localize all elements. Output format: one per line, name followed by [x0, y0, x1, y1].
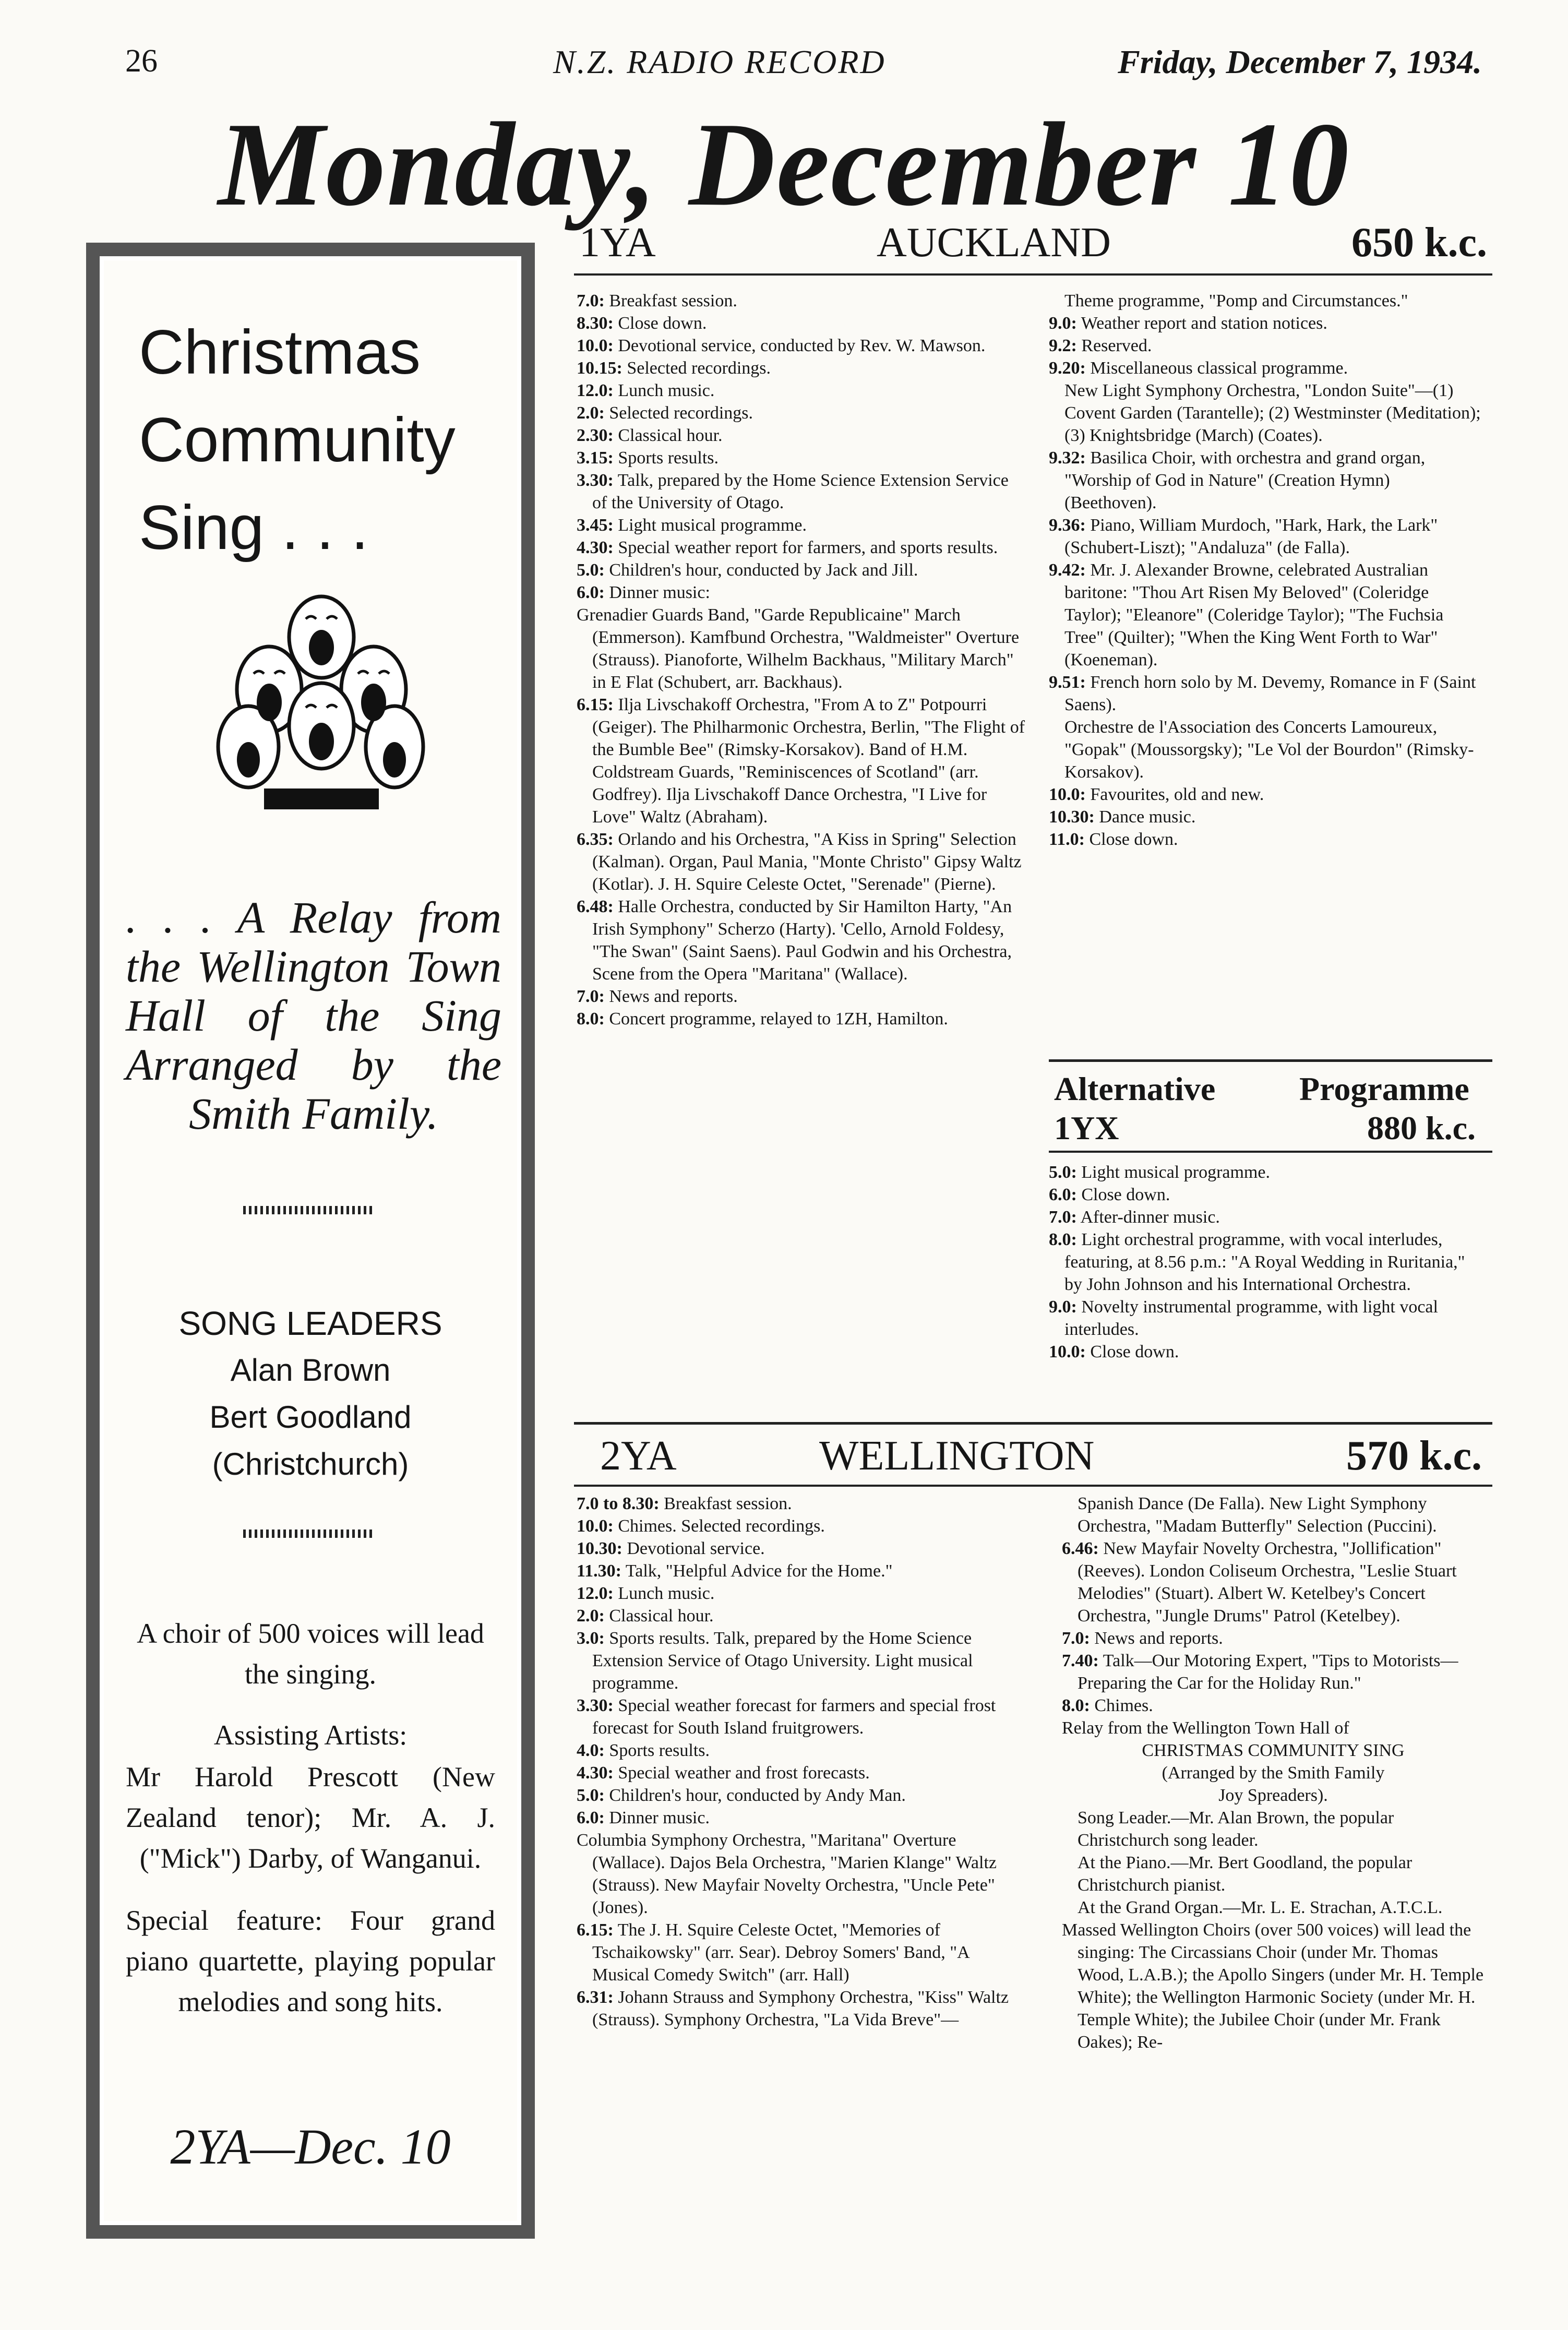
listing-item [577, 1560, 1025, 1582]
listing-item [1062, 1896, 1485, 1919]
wellington-listings-right [1062, 1492, 1485, 2053]
listing-text: Talk—Our Motoring Expert, "Tips to Motorists—Preparing the Car for the Holiday Run." [1078, 1651, 1458, 1693]
listing-text: Dance music. [1099, 807, 1196, 827]
station-callsign: 1YA [579, 220, 656, 266]
auckland-listings-right [1049, 290, 1482, 851]
page-number: 26 [125, 43, 158, 79]
listing-time: 10.15: [577, 359, 623, 378]
assisting-artists-text: Mr Harold Prescott (New Zealand tenor); Mr. A. J. ("Mick") Darby, of Wanganui. [126, 1761, 495, 1874]
listing-text: Weather report and station notices. [1081, 314, 1327, 333]
listing-time: 9.51: [1049, 673, 1086, 692]
listing-time: 7.0 to 8.30: [577, 1494, 660, 1513]
listing-time: 6.0: [1049, 1185, 1077, 1204]
listing-item [577, 379, 1025, 402]
listing-text: Theme programme, "Pomp and Circumstances." [1064, 291, 1408, 310]
listing-text: CHRISTMAS COMMUNITY SING [1142, 1741, 1405, 1760]
listing-text: Spanish Dance (De Falla). New Light Symphony Orchestra, "Madam Butterfly" Selection (Puccini). [1078, 1494, 1437, 1536]
listing-item [1049, 447, 1482, 514]
listing-item [1049, 312, 1482, 334]
listing-item [577, 1739, 1025, 1762]
alt-label-left: Alternative [1054, 1070, 1216, 1107]
listing-item [577, 1627, 1025, 1694]
ad-relay-line: Arranged by the [126, 1039, 501, 1090]
station-city: WELLINGTON [819, 1433, 1095, 1479]
listing-time: 7.0: [1049, 1208, 1077, 1227]
listing-time: 3.0: [577, 1629, 605, 1648]
listing-text: Joy Spreaders). [1218, 1786, 1328, 1805]
listing-text: Favourites, old and new. [1090, 785, 1264, 804]
listing-time: 8.0: [577, 1009, 605, 1029]
listing-item [577, 290, 1025, 312]
listing-time: 6.15: [577, 1920, 614, 1940]
song-leader-name: Alan Brown [230, 1353, 391, 1388]
ad-relay-line: Hall of the Sing [126, 990, 501, 1041]
auckland-listings-left [577, 290, 1025, 1030]
ad-footer: 2YA—Dec. 10 [170, 2119, 451, 2174]
listing-item [1062, 1807, 1485, 1851]
listing-item [1049, 559, 1482, 671]
listing-text: Classical hour. [618, 426, 723, 445]
listing-time: 6.15: [577, 695, 614, 714]
special-feature-text: Special feature: Four grand piano quartette, playing popular melodies and song hits. [126, 1905, 495, 2017]
listing-time: 9.36: [1049, 516, 1086, 535]
song-leaders-heading: SONG LEADERS [178, 1305, 442, 1342]
listing-time: 6.46: [1062, 1539, 1099, 1558]
listing-text: Concert programme, relayed to 1ZH, Hamilton. [609, 1009, 948, 1029]
wellington-listings-left [577, 1492, 1025, 2031]
listing-text: Lunch music. [618, 381, 715, 400]
listing-item [1049, 290, 1482, 312]
listing-item [577, 1515, 1025, 1537]
section-rule [1049, 1059, 1492, 1062]
listing-text: Orlando and his Orchestra, "A Kiss in Spring" Selection (Kalman). Organ, Paul Mania, "Monte Christo" Gipsy Waltz (Kotlar). J. H. Squire Celeste Octet, "Serenade" (Pierne). [592, 830, 1022, 894]
listing-time: 10.0: [577, 1516, 614, 1536]
listing-item [1049, 716, 1482, 783]
listing-time: 4.0: [577, 1741, 605, 1760]
page-headline: Monday, December 10 [218, 98, 1350, 231]
listing-time: 7.40: [1062, 1651, 1099, 1670]
listing-item [577, 895, 1025, 985]
station-frequency: 570 k.c. [1346, 1433, 1482, 1479]
listing-text: At the Piano.—Mr. Bert Goodland, the popular Christchurch pianist. [1078, 1853, 1413, 1895]
listing-text: Sports results. Talk, prepared by the Home Science Extension Service of Otago University. Light musical programme. [592, 1629, 973, 1693]
listing-text: Light orchestral programme, with vocal interludes, featuring, at 8.56 p.m.: "A Royal Wedding in Ruritania," by John Johnson and his International Orchestra. [1064, 1230, 1465, 1294]
publication-name: N.Z. RADIO RECORD [553, 43, 886, 80]
section-rule [1049, 1151, 1492, 1153]
listing-text: Children's hour, conducted by Andy Man. [609, 1786, 906, 1805]
listing-item [577, 1694, 1025, 1739]
listing-time: 11.0: [1049, 830, 1085, 849]
listing-time: 6.0: [577, 583, 605, 602]
listing-text: Sports results. [618, 448, 719, 468]
listing-text: Dinner music. [609, 1808, 710, 1827]
listing-item [577, 1919, 1025, 1986]
listing-item [1049, 1184, 1482, 1206]
listing-time: 9.2: [1049, 336, 1077, 355]
listing-text: At the Grand Organ.—Mr. L. E. Strachan, A.T.C.L. [1078, 1898, 1443, 1917]
listing-item [577, 312, 1025, 334]
listing-item [577, 1784, 1025, 1807]
listing-text: Sports results. [609, 1741, 710, 1760]
listing-time: 12.0: [577, 381, 614, 400]
listing-text: Ilja Livschakoff Orchestra, "From A to Z" Potpourri (Geiger). The Philharmonic Orchestra, Berlin, "The Flight of the Bumble Bee" (Rimsky-Korsakov). Band of H.M. Coldstream Guards, "Reminiscences of Scotland" (arr. Godfrey). Ilja Livschakoff Dance Orchestra, "I Live for Love" Waltz (Abraham). [592, 695, 1025, 827]
listing-text: Close down. [1089, 830, 1178, 849]
listing-text: Selected recordings. [627, 359, 771, 378]
alt-frequency: 880 k.c. [1367, 1109, 1476, 1146]
listing-item [577, 1582, 1025, 1605]
listing-text: Breakfast session. [609, 291, 737, 310]
ad-title-line: Sing . . . [139, 493, 369, 563]
listing-item [577, 1492, 1025, 1515]
station-callsign: 2YA [600, 1433, 677, 1479]
listing-item [577, 604, 1025, 694]
listing-text: Grenadier Guards Band, "Garde Republicaine" March (Emmerson). Kamfbund Orchestra, "Waldmeister" Overture (Strauss). Pianoforte, Wilhelm Backhaus, "Military March" in E Flat (Schubert, arr. Backhaus). [577, 605, 1020, 692]
listing-time: 9.42: [1049, 560, 1086, 580]
listing-item [1062, 1650, 1485, 1694]
listing-time: 3.30: [577, 471, 614, 490]
listing-time: 9.0: [1049, 1297, 1077, 1317]
header-rule [574, 273, 1492, 276]
listing-text: New Mayfair Novelty Orchestra, "Jollification" (Reeves). London Coliseum Orchestra, "Leslie Stuart Melodies" (Stuart). Albert W. Ketelbey's Concert Orchestra, "Jungle Drums" Patrol (Ketelbey). [1078, 1539, 1457, 1626]
listing-item [1049, 514, 1482, 559]
listing-time: 5.0: [577, 560, 605, 580]
listing-text: Reserved. [1081, 336, 1152, 355]
listing-text: Devotional service. [627, 1539, 765, 1558]
alt-callsign: 1YX [1054, 1109, 1119, 1146]
listing-text: News and reports. [1094, 1629, 1223, 1648]
listing-time: 2.0: [577, 1606, 605, 1626]
station-header-2ya [600, 1432, 1482, 1490]
listing-item [1062, 1739, 1485, 1762]
listing-item [1062, 1762, 1485, 1784]
listing-time: 9.0: [1049, 314, 1077, 333]
listing-item [1062, 1694, 1485, 1717]
ad-title-line: Christmas [139, 317, 421, 387]
listing-text: News and reports. [609, 987, 738, 1006]
listing-item [1049, 1228, 1482, 1296]
dotted-rule [243, 1530, 374, 1538]
listing-time: 4.30: [577, 1763, 614, 1783]
ad-title-line: Community [139, 405, 456, 475]
ad-title [139, 308, 456, 571]
listing-text: Chimes. Selected recordings. [618, 1516, 825, 1536]
listing-text: Miscellaneous classical programme. [1090, 359, 1348, 378]
listing-item [1062, 1717, 1485, 1739]
listing-time: 5.0: [1049, 1163, 1077, 1182]
listing-text: Close down. [1090, 1342, 1179, 1361]
listing-text: Special weather forecast for farmers and special frost forecast for South Island fruitgrowers. [592, 1696, 996, 1738]
listing-time: 6.31: [577, 1988, 614, 2007]
listing-text: Special weather and frost forecasts. [618, 1763, 870, 1783]
listing-item [577, 985, 1025, 1008]
listing-time: 8.0: [1049, 1230, 1077, 1249]
listing-item [577, 1829, 1025, 1919]
listing-text: Selected recordings. [609, 403, 753, 423]
community-sing-advertisement [86, 243, 535, 2239]
listing-text: Piano, William Murdoch, "Hark, Hark, the Lark" (Schubert-Liszt); "Andaluza" (de Falla). [1064, 516, 1438, 557]
listing-text: Talk, "Helpful Advice for the Home." [625, 1561, 893, 1581]
listing-item [1049, 1161, 1482, 1184]
listing-text: Basilica Choir, with orchestra and grand organ, "Worship of God in Nature" (Creation Hymn) (Beethoven). [1064, 448, 1426, 512]
listing-time: 7.0: [577, 987, 605, 1006]
listing-item [1062, 1492, 1485, 1537]
listing-text: Chimes. [1094, 1696, 1153, 1715]
listing-text: Breakfast session. [664, 1494, 792, 1513]
song-leader-name: Bert Goodland [209, 1400, 412, 1435]
listing-time: 9.32: [1049, 448, 1086, 468]
ad-relay-line: . . . A Relay from [126, 892, 501, 942]
listing-time: 7.0: [1062, 1629, 1090, 1648]
listing-item [577, 559, 1025, 581]
listing-item [1049, 357, 1482, 379]
listing-item [1062, 1851, 1485, 1896]
listing-item [1062, 1784, 1485, 1807]
listing-item [1049, 334, 1482, 357]
listing-text: (Arranged by the Smith Family [1162, 1763, 1385, 1783]
listing-time: 9.20: [1049, 359, 1086, 378]
running-head [125, 43, 1482, 90]
listing-text: Song Leader.—Mr. Alan Brown, the popular Christchurch song leader. [1078, 1808, 1394, 1850]
listing-time: 10.30: [1049, 807, 1095, 827]
listing-text: Halle Orchestra, conducted by Sir Hamilton Harty, "An Irish Symphony" Scherzo (Harty). 'Cello, Arnold Foldesy, "The Swan" (Saint Saens). Paul Godwin and his Orchestra, Scene from the Opera "Maritana" (Wallace). [592, 897, 1012, 984]
listing-time: 2.30: [577, 426, 614, 445]
listing-time: 3.45: [577, 516, 614, 535]
listing-time: 7.0: [577, 291, 605, 310]
listing-text: Johann Strauss and Symphony Orchestra, "Kiss" Waltz (Strauss). Symphony Orchestra, "La Vida Breve"— [592, 1988, 1009, 2029]
listing-item [1049, 783, 1482, 806]
listing-item [577, 469, 1025, 514]
listing-time: 3.15: [577, 448, 614, 468]
listing-text: Novelty instrumental programme, with light vocal interludes. [1064, 1297, 1438, 1339]
listing-item [1049, 828, 1482, 851]
song-leader-city: (Christchurch) [212, 1447, 409, 1481]
listing-time: 12.0: [577, 1584, 614, 1603]
listing-time: 8.30: [577, 314, 614, 333]
listing-text: Children's hour, conducted by Jack and Jill. [609, 560, 918, 580]
listing-item [577, 514, 1025, 536]
listing-time: 10.0: [1049, 785, 1086, 804]
listing-text: Devotional service, conducted by Rev. W. Mawson. [618, 336, 986, 355]
listing-time: 3.30: [577, 1696, 614, 1715]
listing-time: 6.0: [577, 1808, 605, 1827]
section-rule [574, 1422, 1492, 1425]
listing-time: 5.0: [577, 1786, 605, 1805]
listing-time: 10.0: [1049, 1342, 1086, 1361]
listing-item [577, 1605, 1025, 1627]
listing-time: 6.48: [577, 897, 614, 916]
listing-item [577, 357, 1025, 379]
listing-text: The J. H. Squire Celeste Octet, "Memories of Tschaikowsky" (arr. Sear). Debroy Somers' Band, "A Musical Comedy Switch" (arr. Hall) [592, 1920, 969, 1985]
listing-item [577, 828, 1025, 895]
ad-relay-line: Smith Family. [189, 1089, 438, 1139]
listing-item [1049, 1341, 1482, 1363]
listing-item [1049, 806, 1482, 828]
listing-text: Dinner music: [609, 583, 710, 602]
listing-time: 11.30: [577, 1561, 621, 1581]
listing-item [577, 402, 1025, 424]
station-city: AUCKLAND [877, 220, 1111, 266]
alternative-listings [1049, 1161, 1482, 1363]
listing-text: French horn solo by M. Devemy, Romance in F (Saint Saens). [1064, 673, 1476, 714]
dotted-rule [243, 1206, 374, 1214]
listing-item [577, 1807, 1025, 1829]
listing-item [1049, 671, 1482, 716]
listing-item [577, 536, 1025, 559]
issue-date: Friday, December 7, 1934. [1118, 43, 1482, 80]
listing-item [577, 334, 1025, 357]
listing-item [577, 1008, 1025, 1030]
listing-text: Massed Wellington Choirs (over 500 voices) will lead the singing: The Circassians Choir (under Mr. Thomas Wood, L.A.B.); the Apollo Singers (under Mr. H. Temple White); the Wellington Harmonic Society (under Mr. H. Temple White); the Jubilee Choir (under Mr. Frank Oakes); Re- [1062, 1920, 1484, 2052]
listing-time: 2.0: [577, 403, 605, 423]
listing-text: Light musical programme. [1081, 1163, 1270, 1182]
listing-text: Classical hour. [609, 1606, 714, 1626]
listing-time: 8.0: [1062, 1696, 1090, 1715]
listing-time: 10.0: [577, 336, 614, 355]
listing-text: Mr. J. Alexander Browne, celebrated Australian baritone: "Thou Art Risen My Beloved" (Coleridge Taylor); "Eleanore" (Coleridge Taylor); "The Fuchsia Tree" (Quilter); "When the King Went Forth to War" (Koeneman). [1064, 560, 1444, 670]
listing-text: Close down. [1081, 1185, 1170, 1204]
listing-item [1049, 1296, 1482, 1341]
choir-text: A choir of 500 voices will lead the singing. [137, 1618, 484, 1690]
listing-text: Light musical programme. [618, 516, 807, 535]
listing-item [1049, 379, 1482, 447]
listing-text: Talk, prepared by the Home Science Extension Service of the University of Otago. [592, 471, 1009, 512]
station-header-1ya [579, 219, 1487, 277]
ad-relay-line: the Wellington Town [126, 941, 501, 991]
listing-text: Relay from the Wellington Town Hall of [1062, 1718, 1349, 1738]
listing-text: Orchestre de l'Association des Concerts Lamoureux, "Gopak" (Moussorgsky); "Le Vol der Bourdon" (Rimsky-Korsakov). [1064, 718, 1474, 782]
listing-time: 6.35: [577, 830, 614, 849]
carolers-illustration [212, 590, 431, 815]
listing-item [577, 1537, 1025, 1560]
header-rule [574, 1485, 1492, 1487]
station-frequency: 650 k.c. [1351, 220, 1487, 266]
listing-item [1049, 1206, 1482, 1228]
assisting-heading: Assisting Artists: [213, 1719, 408, 1751]
listing-text: Lunch music. [618, 1584, 715, 1603]
listing-time: 4.30: [577, 538, 614, 557]
listing-time: 10.30: [577, 1539, 623, 1558]
listing-text: Columbia Symphony Orchestra, "Maritana" Overture (Wallace). Dajos Bela Orchestra, "Marien Klange" Waltz (Strauss). New Mayfair Novelty Orchestra, "Uncle Pete" (Jones). [577, 1831, 997, 1917]
listing-text: Special weather report for farmers, and sports results. [618, 538, 998, 557]
alt-label-right: Programme [1299, 1070, 1469, 1107]
listing-item [577, 1986, 1025, 2031]
listing-item [1062, 1537, 1485, 1627]
listing-text: Close down. [618, 314, 707, 333]
listing-item [1062, 1627, 1485, 1650]
listing-item [577, 447, 1025, 469]
listing-text: After-dinner music. [1080, 1208, 1220, 1227]
listing-item [1062, 1919, 1485, 2053]
listing-item [577, 581, 1025, 604]
listing-item [577, 694, 1025, 828]
listing-item [577, 1762, 1025, 1784]
listing-item [577, 424, 1025, 447]
listing-text: New Light Symphony Orchestra, "London Suite"—(1) Covent Garden (Tarantelle); (2) Westminster (Meditation); (3) Knightsbridge (March) (Coates). [1064, 381, 1481, 445]
